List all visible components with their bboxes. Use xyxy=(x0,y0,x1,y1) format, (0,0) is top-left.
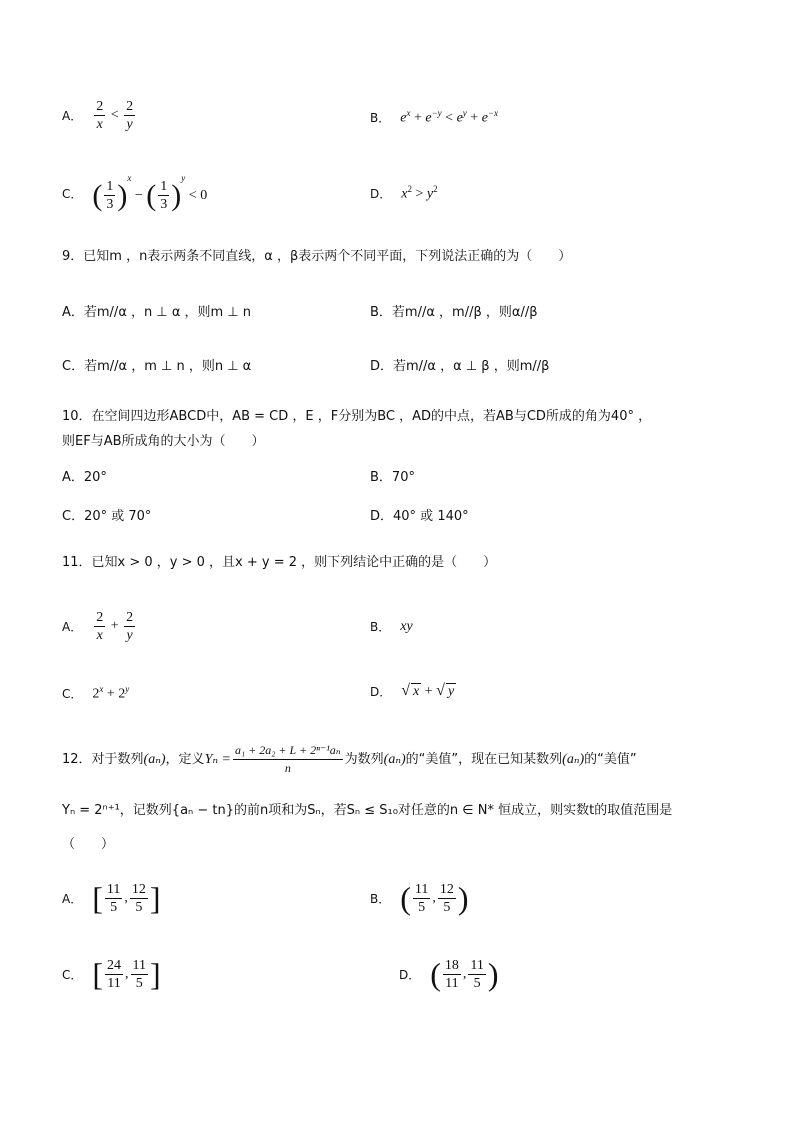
q9-option-d: D．若m//α ，α ⊥ β ，则m//β xyxy=(370,359,550,374)
q12-stem-line3: （ ） xyxy=(62,837,115,852)
q9-stem: 9．已知m ，n表示两条不同直线，α ，β表示两个不同平面，下列说法正确的为（ ） xyxy=(62,249,572,264)
q10-option-a: A．20° xyxy=(62,470,107,485)
q10-stem-line1: 10．在空间四边形ABCD中，AB = CD ，E ，F分别为BC ，AD的中点，若AB与CD所成的角为40° ， xyxy=(62,409,652,424)
q9-option-a: A．若m//α ，n ⊥ α ，则m ⊥ n xyxy=(62,305,252,320)
q12-option-c: C． [ $\frac{24}{11}$ , $\frac{11}{5}$ ] xyxy=(62,956,161,992)
q12-stem-line2: Yₙ = 2ⁿ⁺¹，记数列{aₙ − tn}的前n项和为Sₙ，若Sₙ ≤ S₁₀对任意的n ∈ N* 恒成立，则实数t的取值范围是 xyxy=(62,803,673,818)
q12-option-d: D． ( $\frac{18}{11}$ , $\frac{11}{5}$ ) xyxy=(399,956,499,992)
q8-option-d: D． $x^2 > y^2$ xyxy=(370,184,438,202)
q11-stem: 11．已知x > 0 ，y > 0 ，且x + y = 2 ，则下列结论中正确的是（ ） xyxy=(62,555,497,570)
q10-option-d: D．40° 或 140° xyxy=(370,509,469,524)
q9-option-c: C．若m//α ，m ⊥ n ，则n ⊥ α xyxy=(62,359,252,374)
q9-option-b: B．若m//α ，m//β ，则α//β xyxy=(370,305,538,320)
q8-option-b: B． $e^x + e^{-y} < e^y + e^{-x}$ xyxy=(370,108,498,126)
q8-option-c: C． ( $\frac{1}{3}$ )$^x$ − ( $\frac{1}{3}$ )$^y$ < 0 xyxy=(62,173,208,213)
q11-option-b: B． xy xyxy=(370,618,413,634)
q10-option-c: C．20° 或 70° xyxy=(62,509,152,524)
q11-option-a: A． $\frac{2}{x}$ + $\frac{2}{y}$ xyxy=(62,610,134,643)
q12-stem-line1: 12．对于数列 (aₙ) ，定义 Yₙ = $\frac{\text{a₁ + 2a₂ + L + 2ⁿ⁻¹aₙ}}{n}$ 为数列 (aₙ) 的“美值”，现在已知某数列 (aₙ) 的“美值” xyxy=(62,743,637,775)
q10-option-b: B．70° xyxy=(370,470,415,485)
q11-option-d: D． √ x + √ y xyxy=(370,682,455,699)
q11-option-c: C． 2$^x$ + 2$^y$ xyxy=(62,684,130,702)
q12-option-a: A． [ $\frac{11}{5}$ , $\frac{12}{5}$ ] xyxy=(62,880,161,916)
q8-option-a: A． $\frac{2}{x}$ < $\frac{2}{y}$ xyxy=(62,99,134,132)
q10-stem-line2: 则EF与AB所成角的大小为（ ） xyxy=(62,434,265,449)
q12-option-b: B． ( $\frac{11}{5}$ , $\frac{12}{5}$ ) xyxy=(370,880,469,916)
